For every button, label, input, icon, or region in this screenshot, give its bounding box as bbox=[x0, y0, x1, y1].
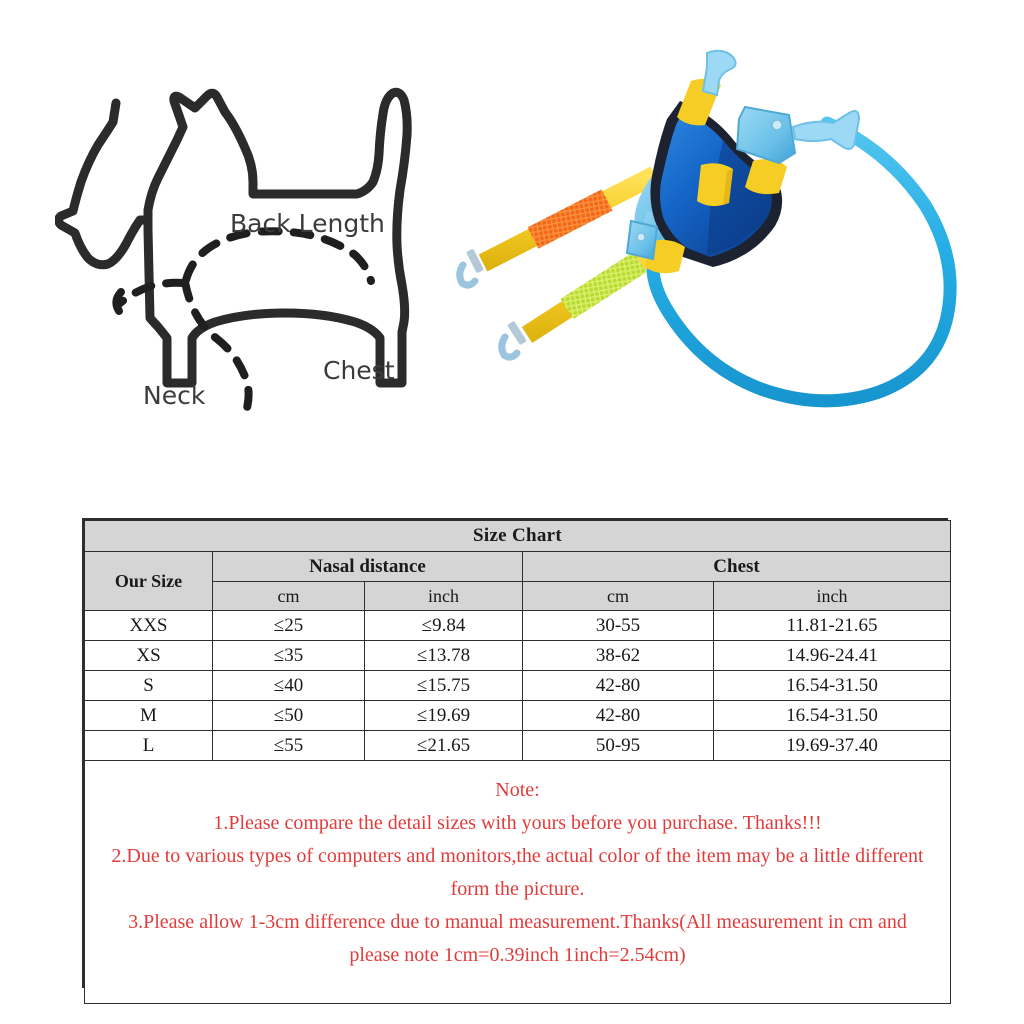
note-line-4: 3.Please allow 1-3cm difference due to manual measurement.Thanks(All measurement in cm and bbox=[128, 911, 907, 933]
clip-hook-orange-arm bbox=[460, 265, 475, 285]
buckle-orange-arm bbox=[466, 248, 484, 273]
column-group-header-chest: Chest bbox=[523, 552, 951, 582]
neck-tick-mark bbox=[116, 292, 121, 311]
table-row bbox=[85, 701, 951, 731]
table-row bbox=[85, 671, 951, 701]
cell-nasal-cm: ≤25 bbox=[213, 611, 365, 641]
cell-nasal-inch: ≤13.78 bbox=[365, 641, 523, 671]
cell-size: M bbox=[85, 701, 213, 731]
column-header-chest-cm: cm bbox=[523, 582, 714, 611]
note-cell bbox=[85, 761, 951, 1004]
back-length-dashed-arc bbox=[186, 231, 371, 281]
cell-chest-inch: 16.54-31.50 bbox=[714, 701, 951, 731]
table-row bbox=[85, 611, 951, 641]
note-line-2: 2.Due to various types of computers and monitors,the actual color of the item may be a little different bbox=[111, 845, 924, 867]
cell-chest-cm: 42-80 bbox=[523, 671, 714, 701]
clip-hook-green-arm bbox=[502, 337, 517, 357]
table-note-row bbox=[85, 761, 951, 1004]
cell-nasal-cm: ≤50 bbox=[213, 701, 365, 731]
column-header-chest-inch: inch bbox=[714, 582, 951, 611]
table-unit-header-row bbox=[85, 582, 951, 611]
note-line-1: 1.Please compare the detail sizes with yours before you purchase. Thanks!!! bbox=[213, 812, 822, 834]
cell-nasal-inch: ≤15.75 bbox=[365, 671, 523, 701]
rivet-icon bbox=[772, 120, 782, 130]
cell-chest-inch: 14.96-24.41 bbox=[714, 641, 951, 671]
cell-nasal-inch: ≤9.84 bbox=[365, 611, 523, 641]
cell-chest-cm: 30-55 bbox=[523, 611, 714, 641]
table-row bbox=[85, 641, 951, 671]
harness-svg bbox=[455, 45, 975, 420]
dog-outline-svg bbox=[55, 70, 485, 440]
cell-nasal-inch: ≤19.69 bbox=[365, 701, 523, 731]
cell-nasal-cm: ≤35 bbox=[213, 641, 365, 671]
cell-size: XS bbox=[85, 641, 213, 671]
cell-size: S bbox=[85, 671, 213, 701]
column-header-nasal-inch: inch bbox=[365, 582, 523, 611]
cell-chest-inch: 16.54-31.50 bbox=[714, 671, 951, 701]
label-back-length: Back Length bbox=[230, 209, 385, 238]
harness-product-photo bbox=[455, 45, 975, 420]
note-line-5: please note 1cm=0.39inch 1inch=2.54cm) bbox=[349, 944, 686, 966]
cell-size: L bbox=[85, 731, 213, 761]
note-title: Note: bbox=[495, 779, 540, 801]
label-chest: Chest bbox=[323, 356, 395, 385]
cell-size: XXS bbox=[85, 611, 213, 641]
size-chart-title: Size Chart bbox=[85, 521, 951, 552]
cell-nasal-cm: ≤55 bbox=[213, 731, 365, 761]
note-line-3: form the picture. bbox=[450, 878, 585, 900]
table-row bbox=[85, 731, 951, 761]
label-neck: Neck bbox=[143, 381, 206, 410]
mesh-sleeve-green bbox=[567, 262, 640, 309]
cell-chest-inch: 11.81-21.65 bbox=[714, 611, 951, 641]
cell-nasal-inch: ≤21.65 bbox=[365, 731, 523, 761]
cell-nasal-cm: ≤40 bbox=[213, 671, 365, 701]
table-group-header-row bbox=[85, 552, 951, 582]
size-chart-table bbox=[84, 520, 951, 1004]
column-header-nasal-cm: cm bbox=[213, 582, 365, 611]
column-header-our-size: Our Size bbox=[85, 552, 213, 611]
note-block bbox=[85, 770, 950, 994]
cell-chest-inch: 19.69-37.40 bbox=[714, 731, 951, 761]
table-title-row bbox=[85, 521, 951, 552]
illustration-area bbox=[0, 0, 1024, 500]
column-group-header-nasal-distance: Nasal distance bbox=[213, 552, 523, 582]
dog-measurement-diagram bbox=[55, 70, 485, 440]
size-chart-table-container bbox=[82, 518, 948, 988]
cell-chest-cm: 42-80 bbox=[523, 701, 714, 731]
cell-chest-cm: 38-62 bbox=[523, 641, 714, 671]
rivet-icon-lower bbox=[637, 233, 645, 241]
cell-chest-cm: 50-95 bbox=[523, 731, 714, 761]
buckle-green-arm bbox=[507, 321, 527, 345]
mesh-sleeve-orange bbox=[533, 200, 607, 238]
